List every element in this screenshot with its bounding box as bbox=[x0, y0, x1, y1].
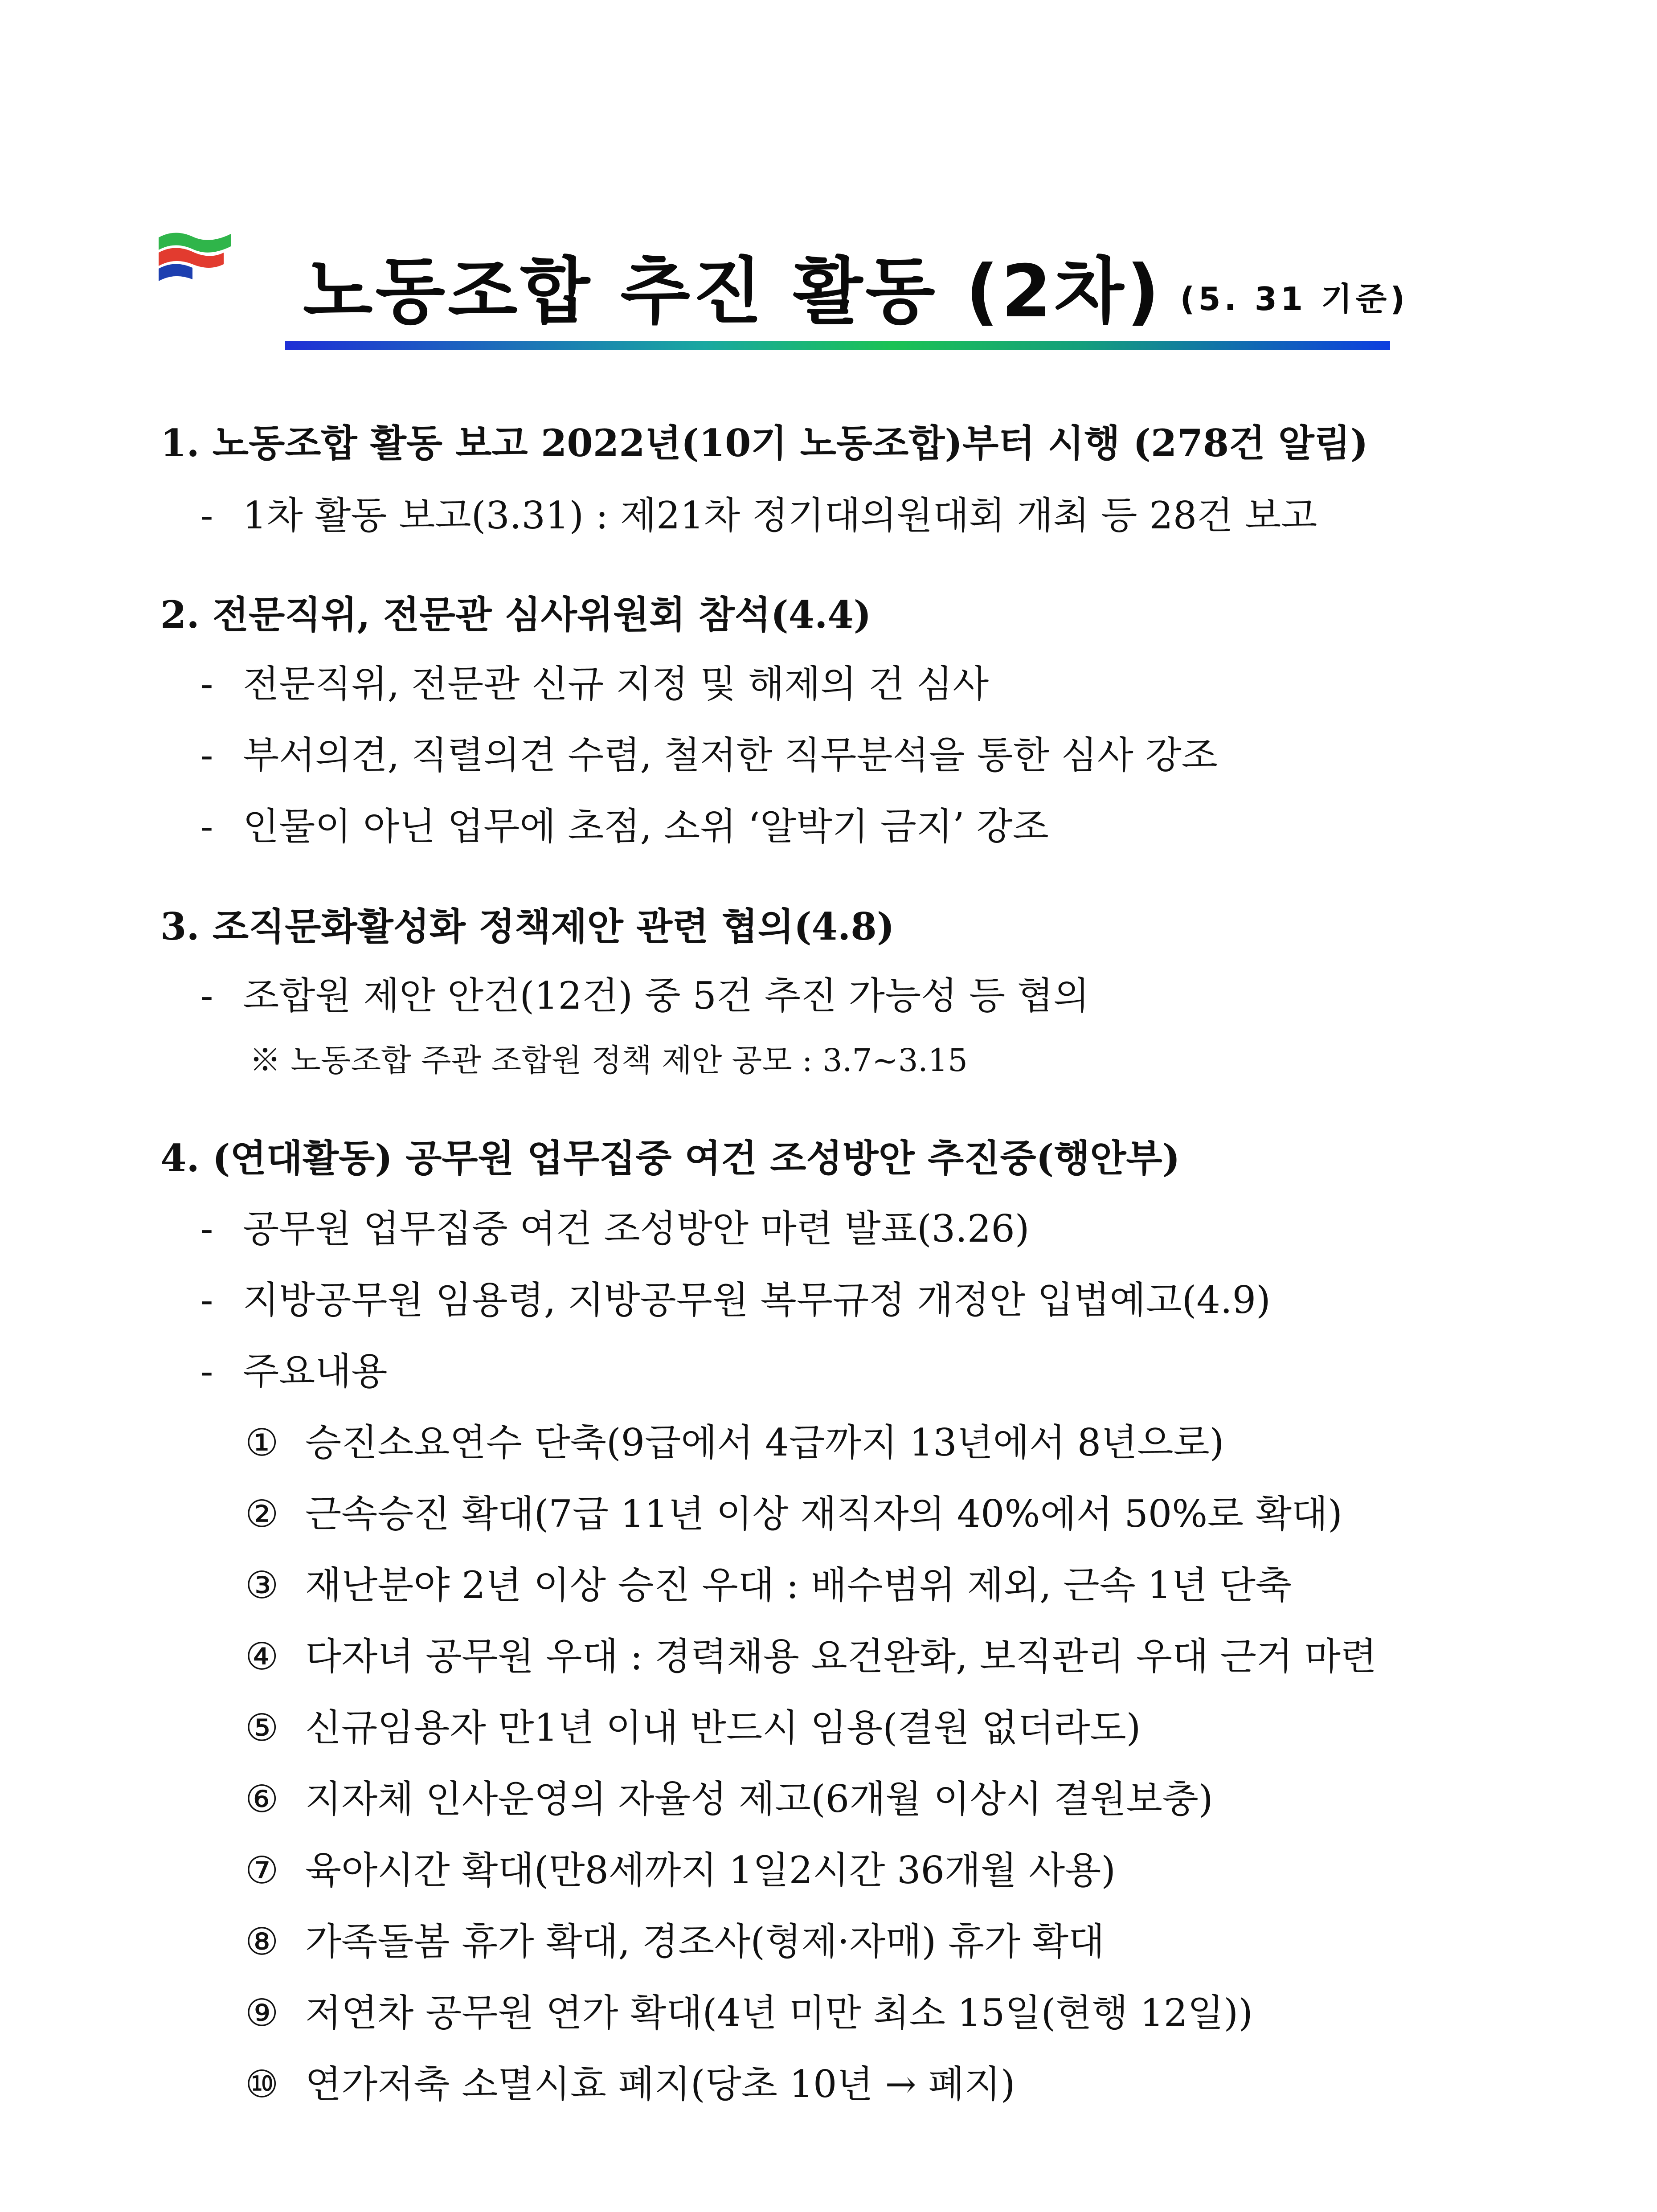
bullet-line bbox=[200, 804, 1631, 849]
list-item bbox=[245, 1420, 1631, 1465]
item-number: ① bbox=[245, 1421, 279, 1464]
title-block bbox=[285, 249, 1408, 361]
list-item bbox=[245, 1777, 1631, 1821]
dash-mark: - bbox=[200, 494, 213, 537]
page-title-text: 노동조합 추진 활동 (2차) bbox=[303, 250, 1162, 334]
item-text: 승진소요연수 단축(9급에서 4급까지 13년에서 8년으로) bbox=[305, 1421, 1224, 1464]
list-item bbox=[245, 1848, 1631, 1893]
list-item bbox=[245, 2062, 1631, 2106]
bullet-line bbox=[200, 1206, 1631, 1251]
bullet-line bbox=[200, 1349, 1631, 1394]
dash-mark: - bbox=[200, 1278, 213, 1322]
item-text: 신규임용자 만1년 이내 반드시 임용(결원 없더라도) bbox=[305, 1706, 1141, 1750]
dash-mark: - bbox=[200, 1207, 213, 1251]
bullet-text: 지방공무원 임용령, 지방공무원 복무규정 개정안 입법예고(4.9) bbox=[243, 1278, 1271, 1322]
item-text: 연가저축 소멸시효 폐지(당초 10년 → 폐지) bbox=[305, 2062, 1015, 2106]
item-text: 육아시간 확대(만8세까지 1일2시간 36개월 사용) bbox=[305, 1848, 1116, 1892]
dash-mark: - bbox=[200, 805, 213, 848]
item-text: 지자체 인사운영의 자율성 제고(6개월 이상시 결원보충) bbox=[305, 1777, 1213, 1821]
section-title: 4. (연대활동) 공무원 업무집중 여건 조성방안 추진중(행안부) bbox=[160, 1136, 1180, 1180]
bullet-text: 조합원 제안 안건(12건) 중 5건 추진 가능성 등 협의 bbox=[243, 974, 1090, 1018]
page-title bbox=[303, 249, 1408, 341]
list-item bbox=[245, 1563, 1631, 1607]
section-1 bbox=[160, 421, 1631, 538]
item-number: ⑨ bbox=[245, 1991, 279, 2035]
section-title: 3. 조직문화활성화 정책제안 관련 협의(4.8) bbox=[160, 904, 895, 949]
item-text: 재난분야 2년 이상 승진 우대 : 배수범위 제외, 근속 1년 단축 bbox=[305, 1563, 1292, 1607]
bullet-line bbox=[200, 973, 1631, 1018]
bullet-line bbox=[200, 662, 1631, 706]
bullet-text: 인물이 아닌 업무에 초점, 소위 ‘알박기 금지’ 강조 bbox=[243, 805, 1049, 848]
list-item bbox=[245, 1991, 1631, 2035]
title-underline bbox=[285, 341, 1390, 350]
page-subtitle: (5. 31 기준) bbox=[1180, 280, 1409, 318]
dash-mark: - bbox=[200, 662, 213, 706]
bullet-text: 전문직위, 전문관 신규 지정 및 해제의 건 심사 bbox=[243, 662, 989, 706]
bullet-text: 부서의견, 직렬의견 수렴, 철저한 직무분석을 통한 심사 강조 bbox=[243, 733, 1218, 777]
item-number: ③ bbox=[245, 1563, 279, 1607]
dash-mark: - bbox=[200, 1349, 213, 1393]
list-item bbox=[245, 1919, 1631, 1964]
section-title: 2. 전문직위, 전문관 심사위원회 참석(4.4) bbox=[160, 593, 871, 637]
bullet-line bbox=[200, 1278, 1631, 1322]
note-line: ※ 노동조합 주관 조합원 정책 제안 공모 : 3.7~3.15 bbox=[250, 1042, 968, 1079]
list-item bbox=[245, 1705, 1631, 1750]
list-item bbox=[245, 1634, 1631, 1679]
item-number: ⑩ bbox=[245, 2062, 279, 2106]
dash-mark: - bbox=[200, 733, 213, 777]
section-title: 1. 노동조합 활동 보고 2022년(10기 노동조합)부터 시행 (278건 알림) bbox=[160, 421, 1368, 465]
item-number: ⑧ bbox=[245, 1920, 279, 1963]
item-text: 근속승진 확대(7급 11년 이상 재직자의 40%에서 50%로 확대) bbox=[305, 1492, 1342, 1536]
list-item bbox=[245, 1492, 1631, 1536]
bullet-line bbox=[200, 493, 1631, 538]
bullet-text: 공무원 업무집중 여건 조성방안 마련 발표(3.26) bbox=[243, 1207, 1030, 1251]
bullet-text: 주요내용 bbox=[243, 1349, 388, 1393]
item-number: ⑥ bbox=[245, 1777, 279, 1821]
item-text: 다자녀 공무원 우대 : 경력채용 요건완화, 보직관리 우대 근거 마련 bbox=[305, 1635, 1377, 1678]
item-number: ⑦ bbox=[245, 1848, 279, 1892]
flag-logo-icon bbox=[157, 225, 233, 296]
item-text: 저연차 공무원 연가 확대(4년 미만 최소 15일(현행 12일)) bbox=[305, 1991, 1253, 2035]
section-3 bbox=[160, 904, 1631, 1080]
item-number: ④ bbox=[245, 1635, 279, 1678]
bullet-line bbox=[200, 733, 1631, 777]
item-text: 가족돌봄 휴가 확대, 경조사(형제·자매) 휴가 확대 bbox=[305, 1920, 1105, 1963]
section-4 bbox=[160, 1136, 1631, 2106]
dash-mark: - bbox=[200, 974, 213, 1018]
item-number: ⑤ bbox=[245, 1706, 279, 1750]
section-2 bbox=[160, 593, 1631, 849]
item-number: ② bbox=[245, 1492, 279, 1536]
bullet-text: 1차 활동 보고(3.31) : 제21차 정기대의원대회 개최 등 28건 보고 bbox=[243, 494, 1317, 537]
